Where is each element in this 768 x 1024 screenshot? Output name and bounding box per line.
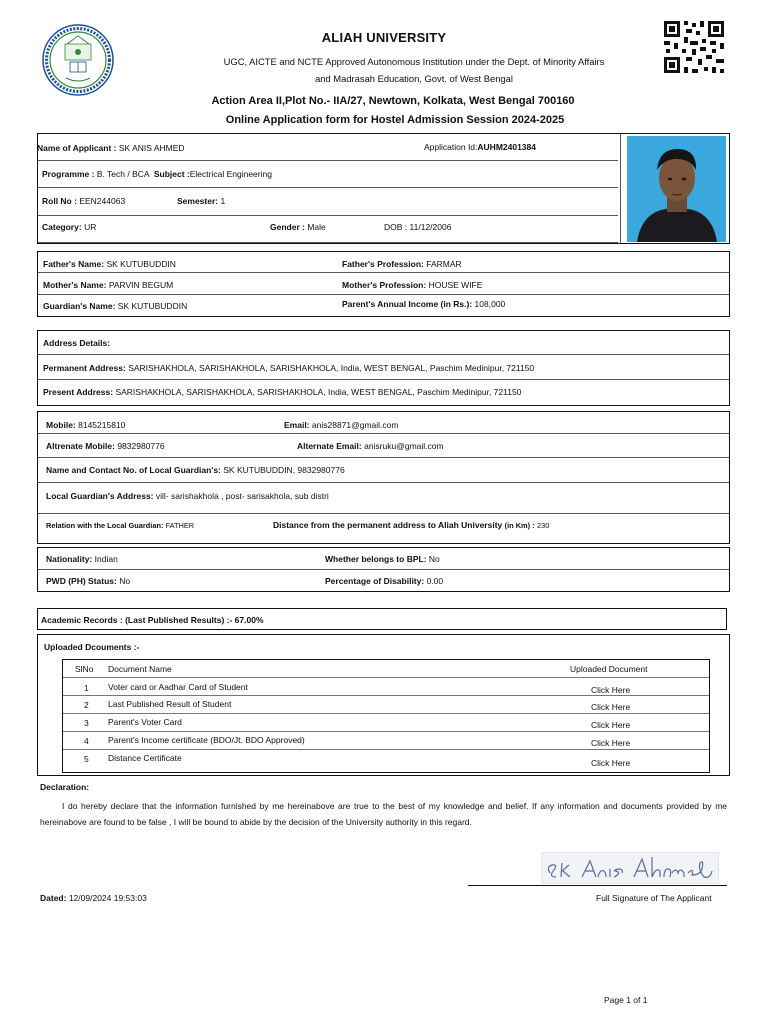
photo-divider (620, 134, 621, 243)
row-sl: 5 (84, 754, 89, 764)
category-label: Category: (42, 222, 82, 232)
applicant-name: SK ANIS AHMED (118, 143, 185, 153)
table-row (63, 679, 709, 696)
address-heading: Address Details: (43, 338, 111, 348)
nationality-label: Nationality: (46, 554, 93, 564)
family-row-father (38, 252, 729, 273)
mobile-value: 8145215810 (78, 420, 126, 430)
father-label: Father's Name: (43, 259, 105, 269)
bpl-label: Whether belongs to BPL: (325, 554, 427, 564)
distance-label: Distance from the permanent address to Aliah University (273, 520, 503, 530)
app-id-label: Application Id: (424, 142, 478, 152)
applicant-row-category (38, 216, 618, 243)
roll-value: EEN244063 (79, 196, 126, 206)
mother-profession: HOUSE WIFE (428, 280, 483, 290)
doc-link-2[interactable]: Click Here (591, 702, 631, 712)
doc-link-1[interactable]: Click Here (591, 685, 631, 695)
contact-row-alt (38, 434, 729, 458)
table-row (63, 732, 709, 750)
applicant-row-roll (38, 188, 618, 216)
declaration-text: I do hereby declare that the information furnished by me hereinabove are true to the best of my knowledge and belief. If any information and documents provided by me hereinabove are found to be false , I will be bound to abide by the decision of the University authority in this regard. (40, 801, 727, 827)
col-sl-header: SlNo (75, 664, 94, 674)
alt-mobile-value: 9832980776 (117, 441, 165, 451)
university-subtitle (160, 53, 668, 87)
table-row (63, 714, 709, 732)
university-name: ALIAH UNIVERSITY (321, 30, 447, 45)
present-address: SARISHAKHOLA, SARISHAKHOLA, SARISHAKHOLA, India, WEST BENGAL, Paschim Medinipur, 721150 (115, 387, 522, 397)
annual-income: 108,000 (474, 299, 506, 309)
email-value: anis28871@gmail.com (311, 420, 399, 430)
doc-link-5[interactable]: Click Here (591, 758, 631, 768)
mother-profession-label: Mother's Profession: (342, 280, 427, 290)
contact-row-mobile (38, 412, 729, 434)
table-row (63, 696, 709, 714)
row-sl: 4 (84, 736, 89, 746)
local-guardian-label: Name and Contact No. of Local Guardian's: (46, 465, 221, 475)
gender-label: Gender : (270, 222, 305, 232)
table-row (63, 750, 709, 772)
subject-value: Electrical Engineering (189, 169, 272, 179)
roll-label: Roll No : (42, 196, 77, 206)
bpl-value: No (428, 554, 440, 564)
relation-label: Relation with the Local Guardian: (46, 521, 164, 530)
alt-mobile-label: Altrenate Mobile: (46, 441, 115, 451)
academic-value: 67.00% (234, 615, 264, 625)
permanent-address-label: Permanent Address: (43, 363, 126, 373)
guardian-label: Guardian's Name: (43, 301, 116, 311)
applicant-photo (627, 136, 726, 242)
signature-line (468, 885, 727, 886)
mobile-label: Mobile: (46, 420, 76, 430)
mother-label: Mother's Name: (43, 280, 107, 290)
subtitle-line-1: UGC, AICTE and NCTE Approved Autonomous Institution under the Dept. of Minority Affairs (223, 56, 605, 67)
local-address-label: Local Guardian's Address: (46, 491, 154, 501)
documents-table (62, 659, 710, 773)
distance-value: 230 (536, 521, 550, 530)
disability-label: Percentage of Disability: (325, 576, 425, 586)
doc-link-3[interactable]: Click Here (591, 720, 631, 730)
col-name-header: Document Name (108, 664, 172, 674)
nationality-value: Indian (94, 554, 118, 564)
subtitle-line-2: and Madrasah Education, Govt. of West Bengal (315, 73, 513, 84)
applicant-row-name (38, 134, 618, 161)
dated-label: Dated: (40, 893, 67, 903)
permanent-address: SARISHAKHOLA, SARISHAKHOLA, SARISHAKHOLA, India, WEST BENGAL, Paschim Medinipur, 721150 (128, 363, 535, 373)
father-profession: FARMAR (426, 259, 462, 269)
address-heading-row (38, 331, 729, 355)
dob-label: DOB : (384, 222, 408, 232)
contact-row-relation (38, 514, 729, 543)
contact-row-local-address (38, 483, 729, 514)
row-doc-name: Last Published Result of Student (108, 699, 232, 709)
category-value: UR (84, 222, 97, 232)
present-address-label: Present Address: (43, 387, 114, 397)
mother-name: PARVIN BEGUM (108, 280, 174, 290)
col-uploaded-header: Uploaded Document (570, 664, 648, 674)
address-row-permanent (38, 355, 729, 380)
row-sl: 3 (84, 718, 89, 728)
pwd-label: PWD (PH) Status: (46, 576, 117, 586)
family-row-mother (38, 273, 729, 295)
dob-value: 11/12/2006 (409, 222, 452, 232)
signature-label: Full Signature of The Applicant (596, 893, 712, 903)
qr-code-icon (662, 19, 726, 75)
page-number: Page 1 of 1 (604, 995, 648, 1005)
contact-row-local-guardian (38, 458, 729, 483)
form-title: Online Application form for Hostel Admission Session 2024-2025 (225, 114, 565, 126)
income-label: Parent's Annual Income (in Rs.): (342, 299, 473, 309)
father-name: SK KUTUBUDDIN (106, 259, 176, 269)
misc-details-box (37, 547, 730, 592)
academic-label: Academic Records : (Last Published Results) :- (41, 615, 233, 625)
subject-label: Subject : (153, 169, 190, 179)
documents-heading: Uploaded Dcouments :- (44, 642, 140, 652)
local-guardian-value: SK KUTUBUDDIN, 9832980776 (223, 465, 345, 475)
programme-value: B. Tech / BCA (96, 169, 150, 179)
misc-row-nationality (38, 548, 729, 570)
semester-label: Semester: (177, 196, 219, 206)
declaration-heading: Declaration: (40, 782, 90, 792)
email-label: Email: (284, 420, 310, 430)
gender-value: Male (307, 222, 326, 232)
applicant-row-programme (38, 161, 618, 188)
row-sl: 1 (84, 683, 89, 693)
doc-link-4[interactable]: Click Here (591, 738, 631, 748)
dated-field (40, 893, 147, 903)
family-row-guardian (38, 295, 729, 316)
alt-email-label: Alternate Email: (297, 441, 362, 451)
guardian-name: SK KUTUBUDDIN (117, 301, 188, 311)
misc-row-pwd (38, 570, 729, 591)
name-label: Name of Applicant : (37, 143, 117, 153)
pwd-value: No (119, 576, 131, 586)
row-doc-name: Voter card or Aadhar Card of Student (108, 682, 248, 692)
row-doc-name: Parent's Voter Card (108, 717, 182, 727)
family-details-box (37, 251, 730, 317)
applicant-signature (541, 852, 719, 884)
address-row-present (38, 380, 729, 405)
documents-table-header (63, 660, 709, 678)
father-profession-label: Father's Profession: (342, 259, 424, 269)
relation-value: FATHER (165, 521, 195, 530)
address-details-box (37, 330, 730, 406)
academic-records-box (37, 608, 727, 630)
contact-details-box (37, 411, 730, 544)
semester-value: 1 (220, 196, 226, 206)
disability-value: 0.00 (426, 576, 444, 586)
row-doc-name: Distance Certificate (108, 753, 182, 763)
local-address-value: vill- sarishakhola , post- sarisakhola, sub distri (155, 491, 329, 501)
dated-value: 12/09/2024 19:53:03 (68, 893, 147, 903)
programme-label: Programme : (42, 169, 95, 179)
university-address: Action Area II,Plot No.- IIA/27, Newtown, Kolkata, West Bengal 700160 (211, 95, 575, 107)
application-id: AUHM2401384 (477, 142, 536, 152)
row-doc-name: Parent's Income certificate (BDO/Jt. BDO Approved) (108, 735, 305, 745)
distance-unit: (in Km) : (504, 521, 535, 530)
alt-email-value: anisruku@gmail.com (364, 441, 444, 451)
row-sl: 2 (84, 700, 89, 710)
